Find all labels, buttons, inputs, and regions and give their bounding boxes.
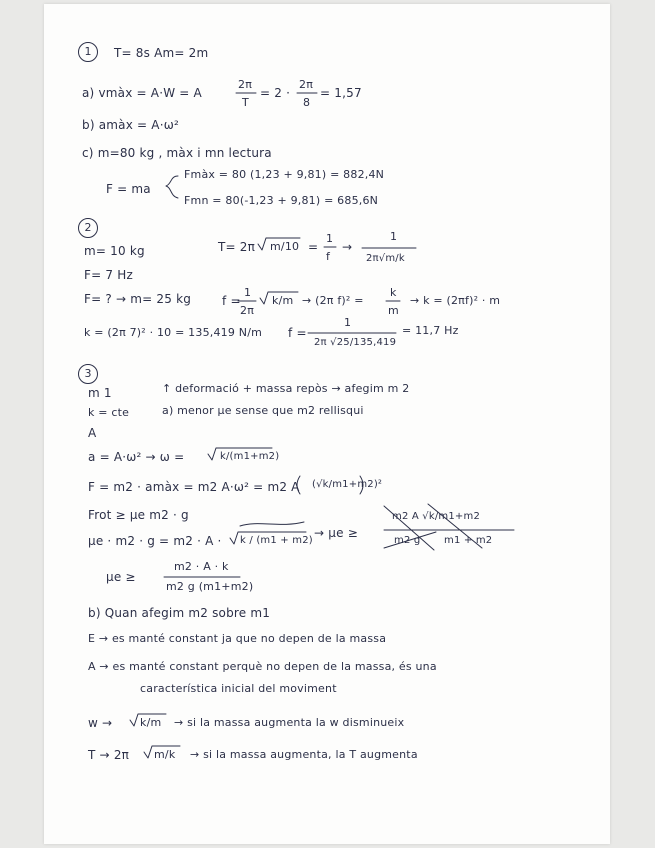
- p2-period-frac2-num: 1: [390, 230, 398, 243]
- p3-force-paren: (√k/m1+m2)²: [312, 479, 383, 490]
- p2-freq-radical: [260, 292, 298, 304]
- p3-mue-arrow: → μe ≥: [314, 526, 358, 540]
- p3-force-paren-close: [360, 476, 363, 494]
- p2-freq-mid: → (2π f)² =: [302, 294, 364, 307]
- p3-mue-final-num: m2 · A · k: [174, 560, 229, 573]
- p2-period-arrow: →: [342, 240, 353, 254]
- problem-number-3: 3: [78, 364, 98, 384]
- p2-mass: m= 10 kg: [84, 244, 145, 258]
- p3-question-b: b) Quan afegim m2 sobre m1: [88, 606, 271, 620]
- p3-force-paren-open: [297, 476, 300, 494]
- p3-strike-2: [428, 504, 482, 548]
- p3-E-line: E → es manté constant ja que no depen de la massa: [88, 632, 387, 645]
- p3-T-line-right: → si la massa augmenta, la T augmenta: [190, 748, 418, 761]
- p1-frac1-num: 2π: [238, 78, 253, 91]
- p1-force-max: Fmàx = 80 (1,23 + 9,81) = 882,4N: [184, 168, 385, 181]
- p3-accel-radical: [208, 448, 272, 460]
- p1-line-a-result: = 1,57: [320, 86, 362, 100]
- handwriting-strokes: [44, 4, 610, 844]
- p1-line-b: b) amàx = A·ω²: [82, 118, 179, 132]
- p3-frot: Frot ≥ μe m2 · g: [88, 508, 189, 522]
- p3-mue-final-den: m2 g (m1+m2): [166, 580, 254, 593]
- p3-mue-sqrt: k / (m1 + m2): [240, 535, 313, 546]
- p3-w-sqrt: k/m: [140, 716, 162, 729]
- p2-freq-left: f =: [222, 294, 241, 308]
- p3-strike-1: [384, 506, 434, 550]
- p2-period-frac2-den: 2π√m/k: [366, 253, 405, 264]
- p1-frac2-den: 8: [303, 96, 311, 109]
- p2-freq: F= 7 Hz: [84, 268, 133, 282]
- p3-mue-radical: [230, 532, 306, 544]
- p2-f-result-right: = 11,7 Hz: [402, 324, 459, 337]
- p3-accel-sqrt: k/(m1+m2): [220, 451, 280, 462]
- notebook-page: [44, 4, 610, 844]
- p1-force-label: F = ma: [106, 182, 151, 196]
- p1-line-a-left: a) vmàx = A·W = A: [82, 86, 202, 100]
- p3-A-line-1: A → es manté constant perquè no depen de la massa, és una: [88, 660, 437, 673]
- p3-strike-3: [384, 532, 436, 548]
- p3-w-radical: [130, 714, 166, 726]
- p3-mue-scribble: [240, 522, 304, 526]
- p1-force-brace: [166, 176, 178, 198]
- p2-freq-kfrac-den: m: [388, 304, 399, 317]
- p3-w-line-left: w →: [88, 716, 113, 730]
- p1-frac2-num: 2π: [299, 78, 314, 91]
- p2-period-frac1-num: 1: [326, 232, 334, 245]
- p2-freq-frac-num: 1: [244, 286, 252, 299]
- p3-A: A: [88, 426, 97, 440]
- p3-A-line-2: característica inicial del moviment: [140, 682, 337, 695]
- p3-T-sqrt: m/k: [154, 748, 176, 761]
- p1-line-a-right: = 2 ·: [260, 86, 291, 100]
- p1-frac1-den: T: [242, 96, 249, 109]
- p3-mue-final-left: μe ≥: [106, 570, 136, 584]
- p2-f-result-den: 2π √25/135,419: [314, 337, 397, 348]
- problem-number-2: 2: [78, 218, 98, 238]
- problem-number-1: 1: [78, 42, 98, 62]
- p3-force: F = m2 · amàx = m2 A·ω² = m2 A: [88, 480, 300, 494]
- p3-T-line-left: T → 2π: [88, 748, 130, 762]
- p3-deform: ↑ deformació + massa repòs → afegim m 2: [162, 382, 410, 395]
- p2-f-result-left: f =: [288, 326, 307, 340]
- p2-k-value: k = (2π 7)² · 10 = 135,419 N/m: [84, 326, 263, 339]
- p2-period-radical: [258, 238, 300, 250]
- p3-mue-struck-num: m2 A √k/m1+m2: [392, 511, 481, 522]
- p2-question: F= ? → m= 25 kg: [84, 292, 192, 306]
- p2-f-result-num: 1: [344, 316, 352, 329]
- p2-period-left: T= 2π: [218, 240, 256, 254]
- p1-force-min: Fmn = 80(-1,23 + 9,81) = 685,6N: [184, 194, 379, 207]
- p3-m1: m 1: [88, 386, 112, 400]
- p2-period-sqrt: m/10: [270, 240, 300, 253]
- p2-period-eq: =: [308, 240, 319, 254]
- p2-freq-frac-den: 2π: [240, 304, 255, 317]
- p3-question-a: a) menor μe sense que m2 rellisqui: [162, 404, 364, 417]
- p3-k: k = cte: [88, 406, 130, 419]
- p2-freq-right: → k = (2πf)² · m: [410, 294, 501, 307]
- p3-mue-eq: μe · m2 · g = m2 · A ·: [88, 534, 222, 548]
- p3-accel: a = A·ω² → ω =: [88, 450, 185, 464]
- p1-line-c: c) m=80 kg , màx i mn lectura: [82, 146, 272, 160]
- p2-freq-sqrt: k/m: [272, 294, 294, 307]
- p3-mue-struck-den2: m1 + m2: [444, 535, 493, 546]
- p2-freq-kfrac-num: k: [390, 286, 397, 299]
- p3-T-radical: [144, 746, 180, 758]
- p1-given: T= 8s Am= 2m: [114, 46, 209, 60]
- p3-mue-struck-den: m2 g: [394, 535, 421, 546]
- p3-w-line-right: → si la massa augmenta la w disminueix: [174, 716, 405, 729]
- p2-period-frac1-den: f: [326, 250, 331, 263]
